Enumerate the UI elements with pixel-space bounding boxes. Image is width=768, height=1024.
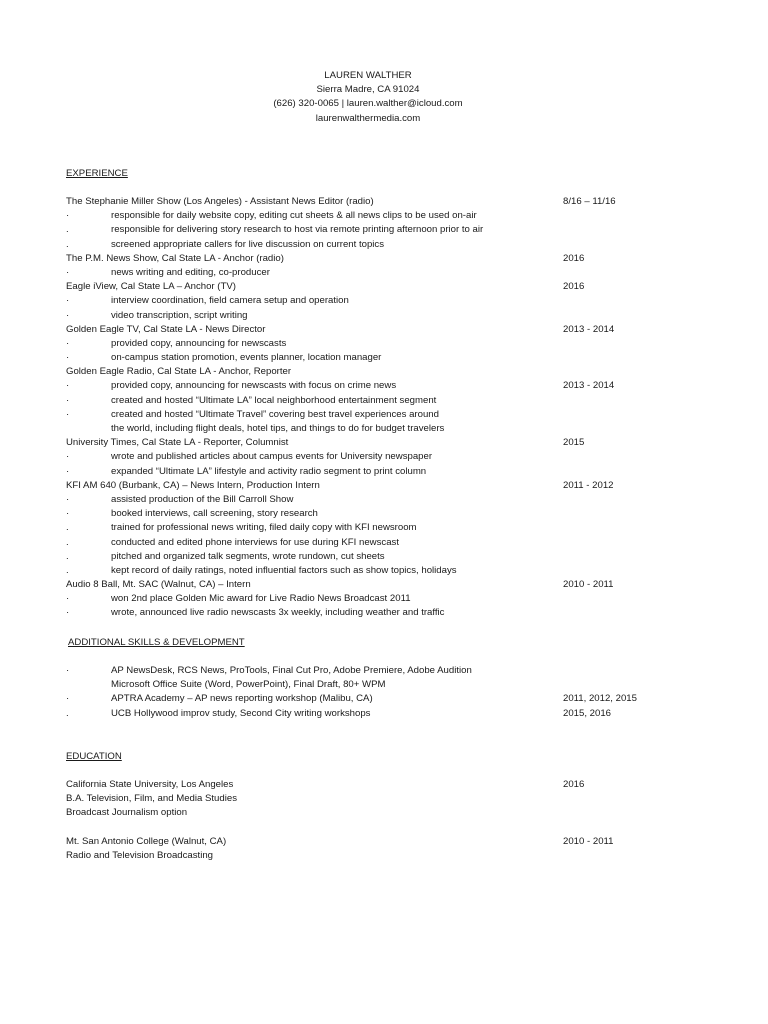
bullet-mark: · <box>66 309 70 321</box>
bullet-mark: · <box>66 352 70 364</box>
bullet-text: interview coordination, field camera setup and operation <box>111 295 349 307</box>
bullet-text: UCB Hollywood improv study, Second City writing workshops <box>111 707 371 719</box>
bullet-text: wrote and published articles about campus events for University newspaper <box>111 451 433 463</box>
bullet-mark: . <box>66 550 69 562</box>
bullet-text: won 2nd place Golden Mic award for Live Radio News Broadcast 2011 <box>111 593 411 605</box>
school-date: 2010 - 2011 <box>563 835 614 847</box>
bullet-mark: · <box>66 465 70 477</box>
bullet-item <box>0 337 768 351</box>
bullet-text: assisted production of the Bill Carroll Show <box>111 493 294 505</box>
bullet-item <box>0 692 768 706</box>
bullet-mark: . <box>66 224 69 236</box>
bullet-item <box>0 351 768 365</box>
bullet-item <box>0 707 768 721</box>
job-entry <box>0 195 768 209</box>
school-name: Mt. San Antonio College (Walnut, CA) <box>66 835 227 847</box>
bullet-text: on-campus station promotion, events planner, location manager <box>111 352 382 364</box>
bullet-text: the world, including flight deals, hotel tips, and things to do for budget travelers <box>111 423 445 434</box>
bullet-mark: · <box>66 508 70 520</box>
bullet-mark: · <box>66 295 70 307</box>
job-entry <box>0 479 768 493</box>
bullet-item <box>0 450 768 464</box>
bullet-mark: . <box>66 707 69 719</box>
job-title: Golden Eagle TV, Cal State LA - News Director <box>66 323 266 335</box>
bullet-text: trained for professional news writing, filed daily copy with KFI newsroom <box>111 522 417 534</box>
education-detail <box>0 792 768 806</box>
bullet-mark: · <box>66 266 70 278</box>
job-entry <box>0 323 768 337</box>
job-entry <box>0 578 768 592</box>
program-name: Radio and Television Broadcasting <box>66 849 214 861</box>
job-title: The Stephanie Miller Show (Los Angeles) - Assistant News Editor (radio) <box>66 196 374 207</box>
bullet-mark: · <box>66 665 70 676</box>
job-entry <box>0 280 768 294</box>
date-range: 2016 <box>563 281 585 293</box>
bullet-item <box>0 209 768 223</box>
bullet-mark: · <box>66 210 70 222</box>
bullet-item <box>0 394 768 408</box>
bullet-item <box>0 606 768 620</box>
bullet-item <box>0 536 768 550</box>
candidate-contact: (626) 320-0065 | lauren.walther@icloud.com <box>273 98 463 110</box>
job-title: Golden Eagle Radio, Cal State LA - Anchor, Reporter <box>66 366 292 378</box>
bullet-mark: · <box>66 493 70 505</box>
bullet-text: provided copy, announcing for newscasts <box>111 337 287 349</box>
bullet-mark: · <box>66 408 70 420</box>
bullet-mark: · <box>66 593 70 605</box>
date-range: 2015, 2016 <box>563 707 612 719</box>
bullet-mark: . <box>66 522 69 534</box>
bullet-mark: · <box>66 693 70 705</box>
bullet-item <box>0 592 768 606</box>
bullet-mark: . <box>66 238 69 250</box>
bullet-mark: . <box>66 564 69 576</box>
school-date: 2016 <box>563 779 585 790</box>
experience-list <box>0 195 768 621</box>
education-heading: EDUCATION <box>66 751 122 762</box>
bullet-text: responsible for delivering story research to host via remote printing afternoon prior to air <box>111 224 484 236</box>
bullet-item <box>0 564 768 578</box>
date-range: 2015 <box>563 437 585 449</box>
job-title: The P.M. News Show, Cal State LA - Anchor (radio) <box>66 252 284 264</box>
job-title: Audio 8 Ball, Mt. SAC (Walnut, CA) – Intern <box>66 579 251 591</box>
date-range: 2011, 2012, 2015 <box>563 693 637 705</box>
date-range: 2010 - 2011 <box>563 579 614 591</box>
date-range: 2013 - 2014 <box>563 380 615 392</box>
job-entry <box>0 436 768 450</box>
education-detail <box>0 849 768 863</box>
school-name: California State University, Los Angeles <box>66 779 234 790</box>
bullet-mark: · <box>66 451 70 463</box>
bullet-item <box>0 422 768 436</box>
date-range: 2013 - 2014 <box>563 323 615 335</box>
bullet-mark: · <box>66 394 70 406</box>
skills-list <box>0 664 768 721</box>
bullet-item <box>0 521 768 535</box>
bullet-text: created and hosted “Ultimate Travel” covering best travel experiences around <box>111 408 439 420</box>
date-range: 2016 <box>563 252 585 264</box>
bullet-text: news writing and editing, co-producer <box>111 266 270 278</box>
bullet-item <box>0 238 768 252</box>
bullet-item <box>0 507 768 521</box>
bullet-item <box>0 266 768 280</box>
bullet-item <box>0 223 768 237</box>
education-detail <box>0 806 768 820</box>
bullet-item <box>0 664 768 678</box>
bullet-mark: · <box>66 337 70 349</box>
resume-header <box>0 69 736 126</box>
degree-name: B.A. Television, Film, and Media Studies <box>66 793 237 805</box>
date-range: 2011 - 2012 <box>563 479 614 491</box>
experience-heading: EXPERIENCE <box>66 168 128 179</box>
job-title: University Times, Cal State LA - Reporter, Columnist <box>66 437 289 449</box>
bullet-item <box>0 550 768 564</box>
bullet-mark: · <box>66 380 70 392</box>
candidate-website: laurenwalthermedia.com <box>315 112 421 124</box>
bullet-text: provided copy, announcing for newscasts with focus on crime news <box>111 380 397 392</box>
bullet-item <box>0 465 768 479</box>
bullet-item <box>0 379 768 393</box>
bullet-item <box>0 493 768 507</box>
skills-heading: ADDITIONAL SKILLS & DEVELOPMENT <box>68 637 245 648</box>
job-title: Eagle iView, Cal State LA – Anchor (TV) <box>66 281 236 293</box>
bullet-text: Microsoft Office Suite (Word, PowerPoint), Final Draft, 80+ WPM <box>111 679 386 691</box>
bullet-text: wrote, announced live radio newscasts 3x weekly, including weather and traffic <box>111 607 445 619</box>
degree-option: Broadcast Journalism option <box>66 807 188 819</box>
bullet-text: kept record of daily ratings, noted influential factors such as show topics, holidays <box>111 564 457 576</box>
candidate-location: Sierra Madre, CA 91024 <box>316 84 420 96</box>
education-spacer <box>0 821 768 835</box>
bullet-text: created and hosted “Ultimate LA” local neighborhood entertainment segment <box>111 394 437 406</box>
bullet-text: screened appropriate callers for live discussion on current topics <box>111 238 385 250</box>
bullet-item <box>0 408 768 422</box>
bullet-item <box>0 678 768 692</box>
candidate-name: LAUREN WALTHER <box>324 70 412 81</box>
job-entry <box>0 252 768 266</box>
bullet-item <box>0 309 768 323</box>
bullet-text: AP NewsDesk, RCS News, ProTools, Final Cut Pro, Adobe Premiere, Adobe Audition <box>111 665 472 676</box>
date-range: 8/16 – 11/16 <box>563 196 616 207</box>
job-title: KFI AM 640 (Burbank, CA) – News Intern, Production Intern <box>66 479 320 491</box>
bullet-mark: · <box>66 607 70 619</box>
education-list <box>0 778 768 863</box>
bullet-text: APTRA Academy – AP news reporting workshop (Malibu, CA) <box>111 693 373 705</box>
bullet-item <box>0 294 768 308</box>
bullet-text: pitched and organized talk segments, wrote rundown, cut sheets <box>111 550 385 562</box>
bullet-text: responsible for daily website copy, editing cut sheets & all news clips to be used on-air <box>111 210 477 222</box>
bullet-text: conducted and edited phone interviews for use during KFI newscast <box>111 536 399 548</box>
bullet-text: video transcription, script writing <box>111 309 248 321</box>
education-entry <box>0 835 768 849</box>
bullet-text: expanded “Ultimate LA” lifestyle and activity radio segment to print column <box>111 465 427 477</box>
bullet-mark: . <box>66 536 69 548</box>
bullet-text: booked interviews, call screening, story research <box>111 508 318 520</box>
education-entry <box>0 778 768 792</box>
job-entry <box>0 365 768 379</box>
